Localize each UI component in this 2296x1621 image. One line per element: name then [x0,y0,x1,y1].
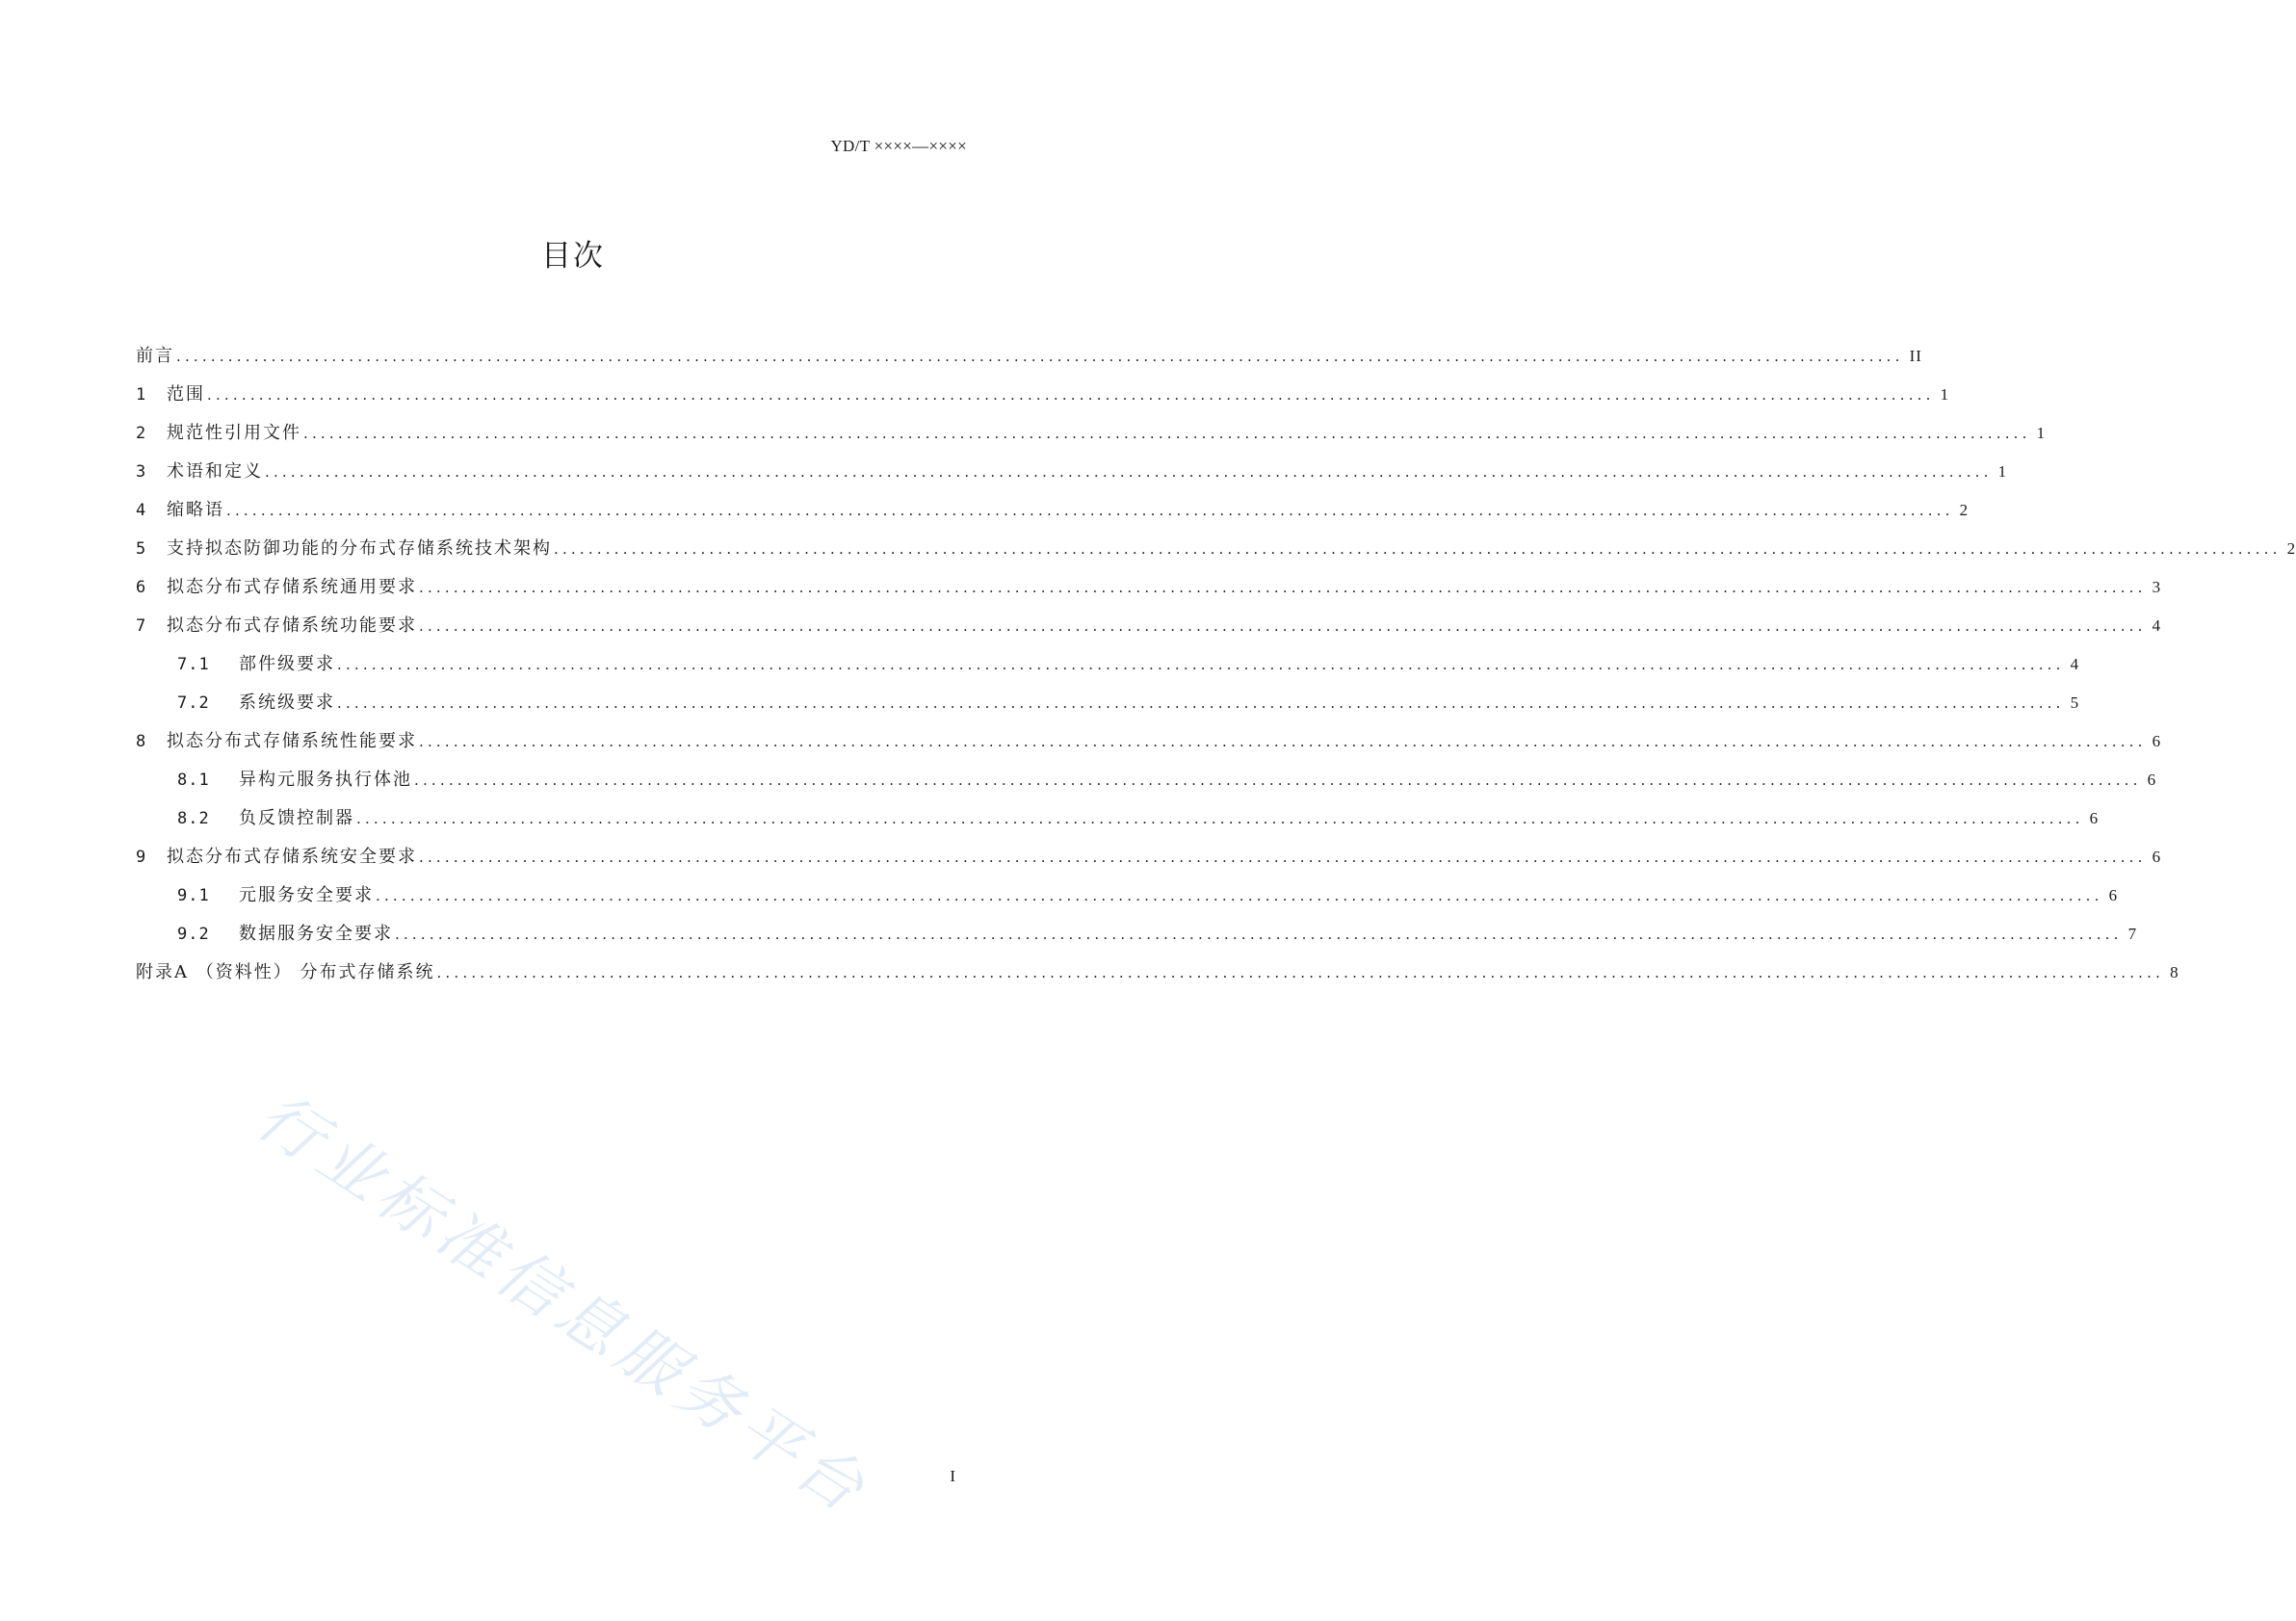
page-number: I [950,1467,955,1485]
toc-entry-label: 前言 [136,346,174,366]
toc-entry-number: 7 [136,616,146,636]
toc-entry-number: 2 [136,424,146,443]
toc-entry-label: 支持拟态防御功能的分布式存储系统技术架构 [167,538,552,559]
toc-entry-number: 8.2 [177,809,210,828]
toc-entry-label: 拟态分布式存储系统安全要求 [167,847,417,867]
toc-entry-number: 8.1 [177,771,210,790]
toc-entry-9-2[interactable] [136,915,2138,954]
toc-entry-number: 9 [136,848,146,867]
toc-entry-page: 7 [2127,925,2138,943]
toc-entry-label: 拟态分布式存储系统功能要求 [167,615,417,636]
toc-entry-label: 拟态分布式存储系统性能要求 [167,731,417,751]
toc-entry-number: 5 [136,539,146,559]
toc-entry-page: 2 [2286,539,2296,558]
toc-entry-page: II [1909,347,1922,365]
toc-entry-7-2[interactable] [136,684,2080,722]
toc-entry-8[interactable] [136,722,2162,761]
toc-entry-number: 1 [136,385,146,405]
toc-entry-label: 负反馈控制器 [239,808,354,828]
toc-entry-page: 6 [2089,809,2100,827]
watermark: 行业标准信息服务平台 [244,1079,883,1529]
toc-entry-page: 5 [2070,693,2080,712]
toc-entry-appendix-a[interactable] [136,954,2179,992]
dot-leader: ........................................................................................................................................................................................................ [376,887,2103,904]
toc-entry-number: 8 [136,732,146,751]
dot-leader: ........................................................................................................................................................................................................ [356,810,2084,827]
toc-entry-page: 4 [2070,655,2080,673]
toc-entry-label: 系统级要求 [239,693,335,713]
standard-code: YD/T ××××—×××× [830,137,967,155]
toc-entry-page: 6 [2152,848,2162,866]
toc-entry-2[interactable] [136,414,2047,453]
toc-entry-page: 1 [2036,424,2047,442]
toc-entry-page: 6 [2147,771,2157,789]
toc-entry-number: 7.1 [177,655,210,674]
toc-entry-page: 4 [2152,616,2162,635]
dot-leader: ........................................................................................................................................................................................................ [419,733,2147,750]
dot-leader: ........................................................................................................................................................................................................ [395,926,2123,943]
dot-leader: ........................................................................................................................................................................................................ [414,771,2142,789]
toc-entry-page: 6 [2108,886,2119,904]
toc-entry-foreword[interactable] [136,337,1922,376]
table-of-contents [136,337,2296,992]
toc-entry-1[interactable] [136,376,1950,414]
dot-leader: ........................................................................................................................................................................................................ [419,849,2147,866]
dot-leader: ........................................................................................................................................................................................................ [303,425,2031,442]
dot-leader: ........................................................................................................................................................................................................ [337,656,2065,673]
toc-entry-number: 9.1 [177,886,210,905]
toc-entry-label: 数据服务安全要求 [239,924,393,944]
toc-entry-label: 范围 [167,384,205,405]
toc-entry-label: 术语和定义 [167,461,263,482]
toc-entry-4[interactable] [136,491,1970,530]
dot-leader: ........................................................................................................................................................................................................ [554,540,2282,558]
toc-entry-page: 3 [2152,578,2162,596]
toc-entry-label: 附录A （资料性） 分布式存储系统 [136,962,435,982]
page-title: 目次 [541,239,605,274]
toc-entry-page: 1 [1940,385,1950,404]
toc-entry-number: 6 [136,578,146,597]
toc-entry-page: 1 [1997,462,2008,481]
toc-entry-9-1[interactable] [136,876,2119,915]
toc-entry-7[interactable] [136,607,2162,645]
toc-entry-label: 拟态分布式存储系统通用要求 [167,577,417,597]
toc-entry-7-1[interactable] [136,645,2080,684]
dot-leader: ........................................................................................................................................................................................................ [226,502,1954,519]
toc-entry-number: 9.2 [177,925,210,944]
toc-entry-page: 8 [2170,963,2179,981]
toc-entry-8-2[interactable] [136,799,2100,838]
toc-entry-3[interactable] [136,453,2008,491]
dot-leader: ........................................................................................................................................................................................................ [207,386,1935,404]
dot-leader: ........................................................................................................................................................................................................ [419,617,2147,635]
toc-entry-number: 3 [136,462,146,482]
dot-leader: ........................................................................................................................................................................................................ [436,964,2165,981]
toc-entry-page: 6 [2152,732,2162,750]
toc-entry-label: 部件级要求 [239,654,335,674]
dot-leader: ........................................................................................................................................................................................................ [337,694,2065,712]
toc-entry-label: 缩略语 [167,500,224,520]
toc-entry-label: 元服务安全要求 [239,885,374,905]
toc-entry-8-1[interactable] [136,761,2157,799]
toc-entry-number: 7.2 [177,693,210,713]
toc-entry-5[interactable] [136,530,2296,568]
dot-leader: ........................................................................................................................................................................................................ [265,463,1993,481]
toc-entry-9[interactable] [136,838,2162,876]
dot-leader: ........................................................................................................................................................................................................ [419,579,2147,596]
toc-entry-label: 规范性引用文件 [167,423,301,443]
toc-entry-label: 异构元服务执行体池 [239,770,412,790]
dot-leader: ........................................................................................................................................................................................................ [176,348,1904,365]
toc-entry-number: 4 [136,501,146,520]
toc-entry-page: 2 [1959,501,1970,519]
toc-entry-6[interactable] [136,568,2162,607]
